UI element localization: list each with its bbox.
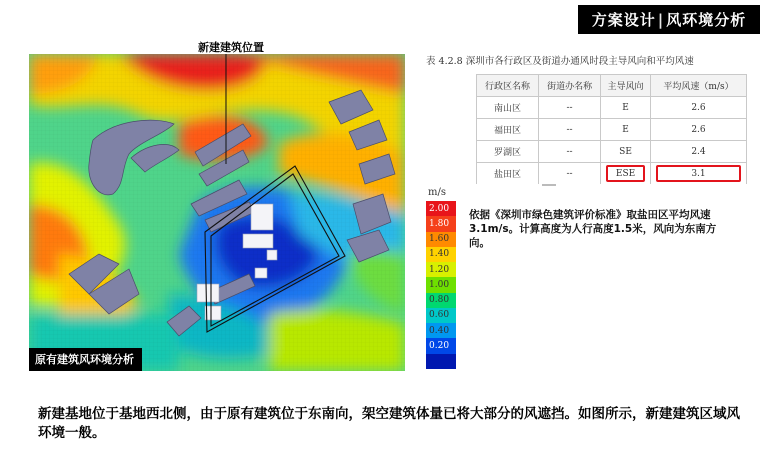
new-building-1 xyxy=(251,204,273,230)
table-header-cell: 平均风速（m/s） xyxy=(651,75,747,97)
cell-value: 3.1 xyxy=(691,168,706,179)
legend-swatch: 0.40 xyxy=(426,323,456,338)
table-cell: -- xyxy=(539,163,601,185)
legend-swatch xyxy=(426,354,456,369)
legend-swatch: 1.80 xyxy=(426,216,456,231)
section-title-sub: 风环境分析 xyxy=(666,11,747,29)
table-cell: 南山区 xyxy=(477,97,539,119)
new-building-3 xyxy=(267,250,277,260)
table-cell: 福田区 xyxy=(477,119,539,141)
legend-swatch: 1.60 xyxy=(426,232,456,247)
cell-value: ESE xyxy=(615,168,636,179)
table-row xyxy=(477,119,747,141)
table-header-cell: 行政区名称 xyxy=(477,75,539,97)
simulation-caption: 原有建筑风环境分析 xyxy=(29,348,142,371)
table-cell: E xyxy=(601,97,651,119)
table-header-row xyxy=(477,75,747,97)
highlighted-cell-speed xyxy=(651,163,747,185)
highlight-box xyxy=(656,165,741,182)
legend-swatch: 0.60 xyxy=(426,308,456,323)
table-cell: SE xyxy=(601,141,651,163)
highlight-box xyxy=(606,165,645,182)
section-title-separator: | xyxy=(657,10,665,29)
wind-data-table xyxy=(476,74,747,185)
table-cell: 2.4 xyxy=(651,141,747,163)
table-caption: 表 4.2.8 深圳市各行政区及街道办通风时段主导风向和平均风速 xyxy=(426,56,694,67)
legend-swatch: 2.00 xyxy=(426,201,456,216)
legend-swatch: 0.80 xyxy=(426,293,456,308)
table-cell: 2.6 xyxy=(651,97,747,119)
table-header-cell: 主导风向 xyxy=(601,75,651,97)
table-header-cell: 街道办名称 xyxy=(539,75,601,97)
table-row-highlighted xyxy=(477,163,747,185)
wind-simulation-map xyxy=(29,54,405,371)
table-cell: -- xyxy=(539,97,601,119)
section-title-main: 方案设计 xyxy=(591,11,656,29)
table-cut-mark xyxy=(542,184,556,186)
legend-swatch: 1.20 xyxy=(426,262,456,277)
legend-unit: m/s xyxy=(428,187,446,198)
legend-swatch: 1.00 xyxy=(426,277,456,292)
highlighted-cell-direction xyxy=(601,163,651,185)
new-building-5 xyxy=(205,306,221,320)
table-cell: E xyxy=(601,119,651,141)
legend-swatch: 1.40 xyxy=(426,247,456,262)
legend-swatch: 0.20 xyxy=(426,338,456,353)
section-title-bar xyxy=(578,5,760,34)
table-row xyxy=(477,97,747,119)
table-cell: 盐田区 xyxy=(477,163,539,185)
new-building-2 xyxy=(243,234,273,248)
legend-color-scale xyxy=(426,201,456,369)
table-cut-edge xyxy=(476,184,747,190)
wind-field-graphic xyxy=(29,54,405,371)
new-building-4 xyxy=(197,284,219,302)
table-cell: -- xyxy=(539,141,601,163)
analysis-conclusion: 新建基地位于基地西北侧，由于原有建筑位于东南向，架空建筑体量已将大部分的风遮挡。如图所示，新建建筑区域风环境一般。 xyxy=(38,406,740,441)
table-cell: -- xyxy=(539,119,601,141)
new-building-marker-label: 新建建筑位置 xyxy=(198,41,264,54)
new-building-6 xyxy=(255,268,267,278)
table-cell: 2.6 xyxy=(651,119,747,141)
table-cell: 罗湖区 xyxy=(477,141,539,163)
table-row xyxy=(477,141,747,163)
wind-parameter-note: 依据《深圳市绿色建筑评价标准》取盐田区平均风速3.1m/s。计算高度为人行高度1.5米，风向为东南方向。 xyxy=(469,209,717,249)
